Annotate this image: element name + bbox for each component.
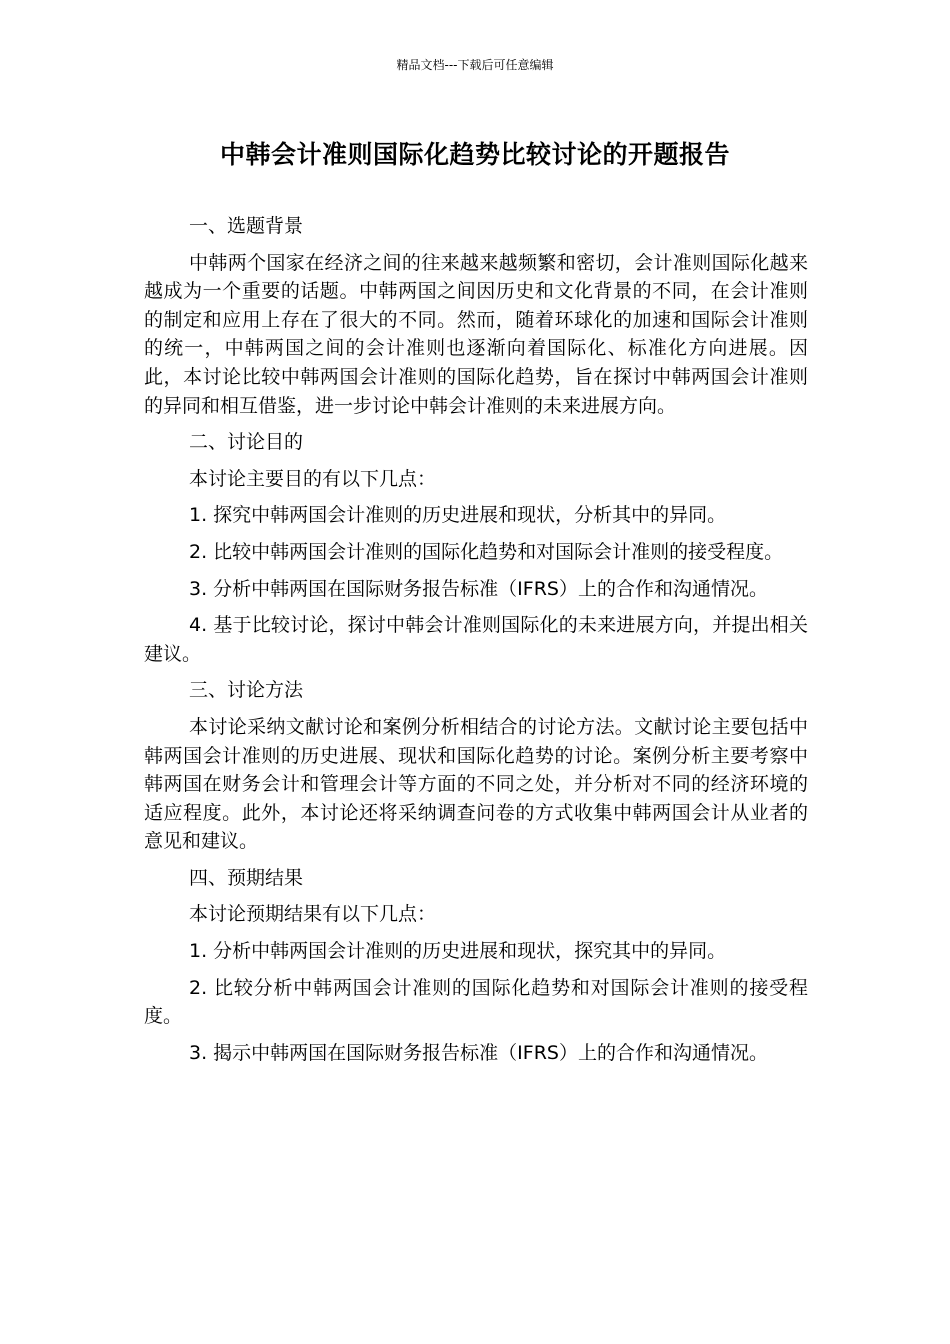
objective-item-3: 3. 分析中韩两国在国际财务报告标准（IFRS）上的合作和沟通情况。 [189,577,768,600]
background-paragraph: 中韩两个国家在经济之间的往来越来越频繁和密切，会计准则国际化越来越成为一个重要的话题。中韩两国之间因历史和文化背景的不同，在会计准则的制定和应用上存在了很大的不同。然而，随着环球化的加速和国际会计准则的统一，中韩两国之间的会计准则也逐渐向着国际化、标准化方向进展。因此，本讨论比较中韩两国会计准则的国际化趋势，旨在探讨中韩两国会计准则的异同和相互借鉴，进一步讨论中韩会计准则的未来进展方向。 [144,251,808,417]
document-body [144,212,808,1075]
expected-item-3: 3. 揭示中韩两国在国际财务报告标准（IFRS）上的合作和沟通情况。 [189,1041,768,1064]
section-heading-expected: 四、预期结果 [189,866,304,889]
objective-item-4: 4. 基于比较讨论，探讨中韩会计准则国际化的未来进展方向，并提出相关建议。 [144,614,808,665]
section-heading-objectives: 二、讨论目的 [189,431,304,454]
objective-item-2: 2. 比较中韩两国会计准则的国际化趋势和对国际会计准则的接受程度。 [189,540,784,563]
methods-paragraph: 本讨论采纳文献讨论和案例分析相结合的讨论方法。文献讨论主要包括中韩两国会计准则的历史进展、现状和国际化趋势的讨论。案例分析主要考察中韩两国在财务会计和管理会计等方面的不同之处，并分析对不同的经济环境的适应程度。此外，本讨论还将采纳调查问卷的方式收集中韩两国会计从业者的意见和建议。 [144,715,808,853]
objective-item-1: 1. 探究中韩两国会计准则的历史进展和现状，分析其中的异同。 [189,504,727,527]
document-title: 中韩会计准则国际化趋势比较讨论的开题报告 [219,140,730,169]
section-heading-methods: 三、讨论方法 [189,679,304,702]
expected-intro: 本讨论预期结果有以下几点： [189,903,437,926]
objectives-intro: 本讨论主要目的有以下几点： [189,467,437,490]
expected-item-2: 2. 比较分析中韩两国会计准则的国际化趋势和对国际会计准则的接受程度。 [144,976,808,1028]
expected-item-1: 1. 分析中韩两国会计准则的历史进展和现状，探究其中的异同。 [189,940,727,963]
section-heading-background: 一、选题背景 [189,215,304,237]
header-note: 精品文档---下载后可任意编辑 [396,58,554,72]
